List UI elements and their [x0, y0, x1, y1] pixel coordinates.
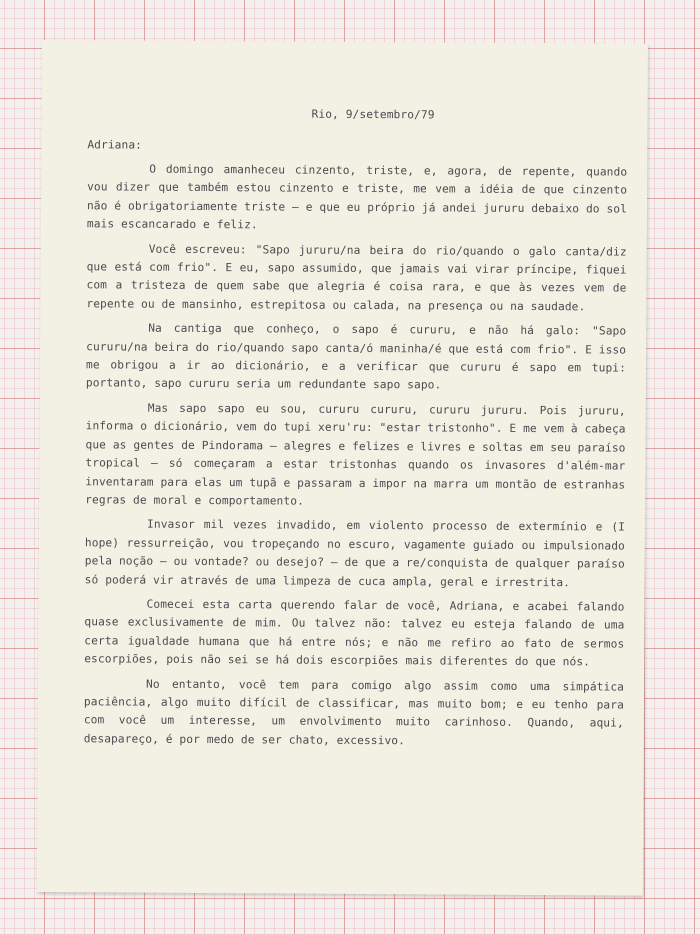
- letter-greeting: Adriana:: [87, 138, 143, 152]
- paragraph: O domingo amanheceu cinzento, triste, e, agora, de repente, quando vou dizer que também estou cinzento e triste, me vem a idéia de que cinzento não é obrigatoriamente triste — e que eu próprio já andei jururu debaixo do sol mais escancarado e feliz.: [86, 162, 628, 232]
- paragraph: No entanto, você tem para comigo algo assim como uma simpática paciência, algo muito difícil de classificar, mas muito bom; e eu tenho para com você um interesse, um envolvimento muito carinhoso. Quando, aqui, desapareço, é por medo de ser chato, excessivo.: [83, 677, 625, 748]
- letter-body: [84, 160, 628, 751]
- paragraph: Mas sapo sapo eu sou, cururu cururu, cururu jururu. Pois jururu, informa o dicionário, vem do tupi xeru'ru: "estar tristonho". E me vem à cabeça que as gentes de Pindorama — alegres e felizes e livres e soltas em seu paraíso tropical — só começaram a estar tristonhas quando os invasores d'além-mar inventaram para elas um tupã e passaram a impor na marra um montão de estranhas regras de moral e comportamento.: [85, 401, 626, 508]
- letter-sheet: [37, 40, 648, 896]
- letter-date: Rio, 9/setembro/79: [311, 107, 435, 122]
- paragraph: Comecei esta carta querendo falar de você, Adriana, e acabei falando quase exclusivamente de mim. Ou talvez não: talvez eu esteja falando de uma certa igualdade humana que há entre nós; e não me refiro ao fato de sermos escorpiões, pois não sei se há dois escorpiões mais diferentes do que nós.: [84, 597, 625, 669]
- paragraph: Na cantiga que conheço, o sapo é cururu, e não há galo: "Sapo cururu/na beira do rio/quando sapo canta/ó maninha/é que está com frio". E isso me obrigou a ir ao dicionário, e a verificar que cururu é sapo em tupi: portanto, sapo cururu seria um redundante sapo sapo.: [85, 321, 627, 392]
- paragraph: Você escreveu: "Sapo jururu/na beira do rio/quando o galo canta/diz que está com frio". E eu, sapo assumido, que jamais vai virar príncipe, fiquei com a tristeza de quem sabe que alegria é coisa rara, e que às vezes vem de repente ou de mansinho, estrepitosa ou calada, na presença ou na saudade.: [86, 242, 627, 314]
- paragraph: Invasor mil vezes invadido, em violento processo de extermínio e (I hope) ressurreição, vou tropeçando no escuro, vagamente guiado ou impulsionado pela noção — ou vontade? ou desejo? — de que a re/conquista de qualquer paraíso só poderá vir através de uma limpeza de cuca ampla, geral e irrestrita.: [84, 517, 626, 589]
